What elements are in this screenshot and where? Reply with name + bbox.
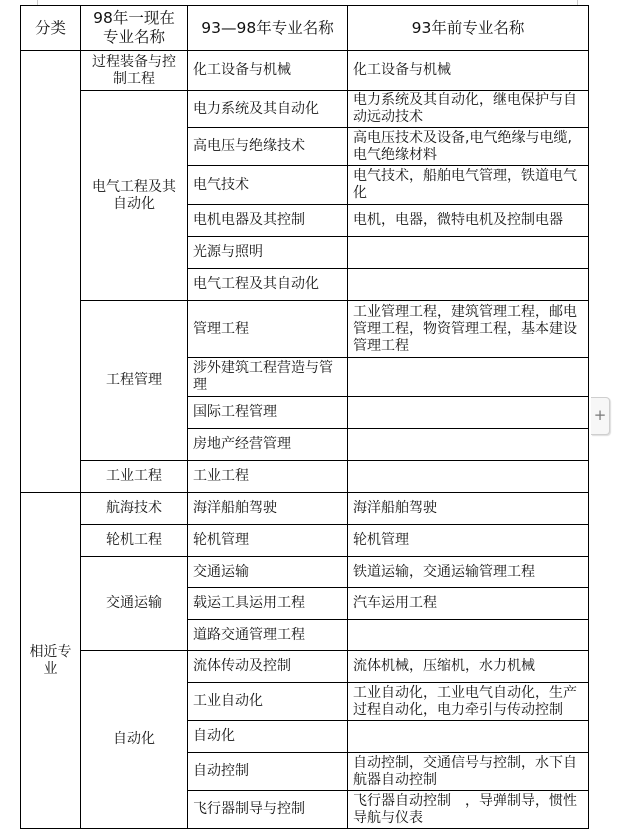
old-major-cell xyxy=(348,461,589,493)
mid-major-cell: 流体传动及控制 xyxy=(188,651,348,683)
table-row xyxy=(21,91,589,128)
table-row xyxy=(21,525,589,557)
header-line-1: 98年一现在 xyxy=(93,9,175,27)
mid-major-cell: 光源与照明 xyxy=(188,237,348,269)
current-major-cell: 交通运输 xyxy=(81,557,188,651)
current-major-cell: 轮机工程 xyxy=(81,525,188,557)
add-row-button[interactable] xyxy=(591,397,610,435)
category-cell xyxy=(21,51,81,493)
old-major-cell: 海洋船舶驾驶 xyxy=(348,493,589,525)
old-major-cell xyxy=(348,620,589,651)
table-row xyxy=(21,651,589,683)
current-major-cell: 工程管理 xyxy=(81,301,188,461)
table-row xyxy=(21,301,589,358)
header-line-2: 专业名称 xyxy=(102,28,165,46)
major-mapping-table xyxy=(20,5,589,829)
header-current-major xyxy=(81,6,188,51)
mid-major-cell: 涉外建筑工程营造与管理 xyxy=(188,358,348,397)
mid-major-cell: 道路交通管理工程 xyxy=(188,620,348,651)
mid-major-cell: 高电压与绝缘技术 xyxy=(188,128,348,166)
table-row xyxy=(21,51,589,91)
current-major-cell: 航海技术 xyxy=(81,493,188,525)
old-major-cell: 流体机械，压缩机，水力机械 xyxy=(348,651,589,683)
mid-major-cell: 自动化 xyxy=(188,721,348,753)
header-mid-major: 93—98年专业名称 xyxy=(188,6,348,51)
old-major-cell: 电机，电器，微特电机及控制电器 xyxy=(348,205,589,237)
mid-major-cell: 化工设备与机械 xyxy=(188,51,348,91)
old-major-cell: 汽车运用工程 xyxy=(348,588,589,620)
mid-major-cell: 工业工程 xyxy=(188,461,348,493)
current-major-cell: 工业工程 xyxy=(81,461,188,493)
mid-major-cell: 管理工程 xyxy=(188,301,348,358)
old-major-cell: 电力系统及其自动化，继电保护与自动远动技术 xyxy=(348,91,589,128)
table-row xyxy=(21,461,589,493)
current-major-cell: 自动化 xyxy=(81,651,188,829)
mid-major-cell: 电力系统及其自动化 xyxy=(188,91,348,128)
mid-major-cell: 轮机管理 xyxy=(188,525,348,557)
header-old-major: 93年前专业名称 xyxy=(348,6,589,51)
old-major-cell xyxy=(348,397,589,429)
header-category: 分类 xyxy=(21,6,81,51)
old-major-cell xyxy=(348,721,589,753)
old-major-cell: 工业管理工程，建筑管理工程，邮电管理工程，物资管理工程，基本建设管理工程 xyxy=(348,301,589,358)
mid-major-cell: 电机电器及其控制 xyxy=(188,205,348,237)
old-major-cell xyxy=(348,358,589,397)
mid-major-cell: 海洋船舶驾驶 xyxy=(188,493,348,525)
plus-icon: + xyxy=(593,406,607,424)
table-row xyxy=(21,557,589,588)
mid-major-cell: 国际工程管理 xyxy=(188,397,348,429)
table-row xyxy=(21,493,589,525)
mid-major-cell: 自动控制 xyxy=(188,753,348,791)
mid-major-cell: 电气技术 xyxy=(188,166,348,205)
old-major-cell: 轮机管理 xyxy=(348,525,589,557)
old-major-cell: 高电压技术及设备,电气绝缘与电缆,电气绝缘材料 xyxy=(348,128,589,166)
header-row xyxy=(21,6,589,51)
old-major-cell xyxy=(348,269,589,301)
old-major-cell: 化工设备与机械 xyxy=(348,51,589,91)
mid-major-cell: 飞行器制导与控制 xyxy=(188,791,348,829)
mid-major-cell: 电气工程及其自动化 xyxy=(188,269,348,301)
current-major-cell: 过程装备与控制工程 xyxy=(81,51,188,91)
old-major-cell: 工业自动化，工业电气自动化，生产过程自动化，电力牵引与传动控制 xyxy=(348,683,589,721)
mid-major-cell: 工业自动化 xyxy=(188,683,348,721)
old-major-cell: 铁道运输，交通运输管理工程 xyxy=(348,557,589,588)
mid-major-cell: 载运工具运用工程 xyxy=(188,588,348,620)
mid-major-cell: 房地产经营管理 xyxy=(188,429,348,461)
old-major-cell xyxy=(348,237,589,269)
old-major-cell: 自动控制，交通信号与控制，水下自航器自动控制 xyxy=(348,753,589,791)
current-major-cell: 电气工程及其自动化 xyxy=(81,91,188,301)
old-major-cell: 电气技术，船舶电气管理，铁道电气化 xyxy=(348,166,589,205)
old-major-cell xyxy=(348,429,589,461)
category-cell: 相近专业 xyxy=(21,493,81,829)
old-major-cell: 飞行器自动控制 ，导弹制导，惯性导航与仪表 xyxy=(348,791,589,829)
mid-major-cell: 交通运输 xyxy=(188,557,348,588)
